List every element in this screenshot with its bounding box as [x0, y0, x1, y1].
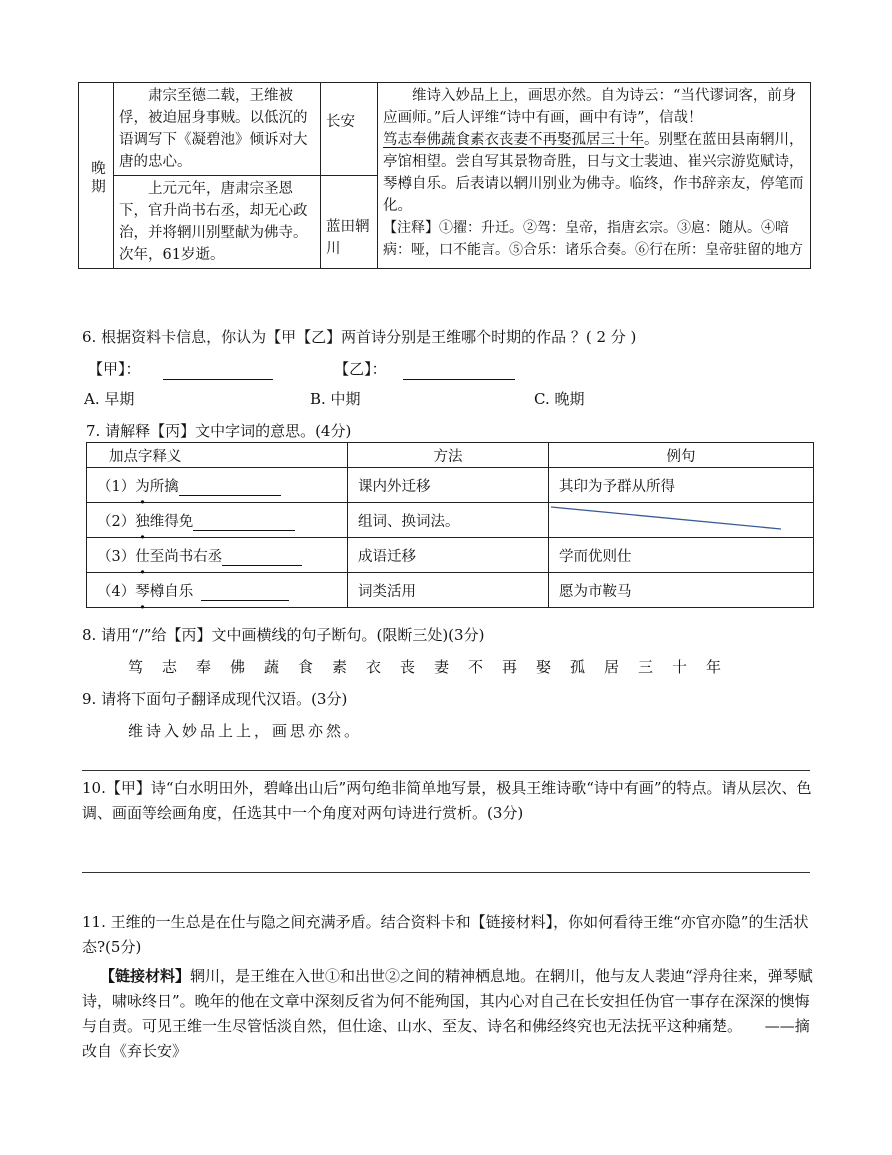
example-cell: 学而优则仕 — [549, 538, 814, 573]
dotted-char: 琴 — [135, 583, 150, 600]
answer-blank[interactable] — [201, 600, 289, 601]
option-a: A. 早期 — [84, 390, 135, 408]
method-cell: 课内外迁移 — [348, 468, 549, 503]
method-cell: 组词、换词法。 — [348, 503, 549, 538]
q8-sentence: 笃志奉佛蔬食素衣丧妻不再娶孤居三十年 — [128, 658, 741, 676]
period-cell: 晚期 — [79, 83, 114, 269]
answer-line[interactable] — [82, 770, 810, 771]
link-material-source: ——摘改自《弃长安》 — [82, 1017, 810, 1060]
diagonal-slash — [549, 503, 789, 537]
event-cell-1: 肃宗至德二载，王维被俘，被迫屈身事贼。以低沉的语调写下《凝碧池》倾诉对大唐的忠心。 — [114, 83, 321, 176]
answer-blank[interactable] — [193, 530, 295, 531]
text-cell — [378, 83, 811, 269]
example-cell: 愿为市鞍马 — [549, 573, 814, 608]
q9-prompt: 9. 请将下面句子翻译成现代汉语。(3分) — [82, 690, 348, 708]
q6-jia-label: 【甲】： — [88, 360, 141, 378]
q8-prompt: 8. 请用“/”给【丙】文中画横线的句子断句。(限断三处)(3分) — [82, 626, 485, 644]
example-cell: 其印为予群从所得 — [549, 468, 814, 503]
answer-blank[interactable] — [222, 565, 302, 566]
link-material — [82, 964, 814, 1064]
q6-options — [84, 388, 644, 410]
link-material-text: 辋川，是王维在入世①和出世②之间的精神栖息地。在辋川，他与友人裴迪“浮舟往来，弹琴赋诗，啸咏终日”。晚年的他在文章中深刻反省为何不能殉国，其内心对自己在长安担任伪官一事存在深深的懊悔与自责。可见王维一生尽管恬淡自然，但仕途、山水、至友、诗名和佛经终究也无法抚平这种痛楚。 — [82, 967, 813, 1035]
answer-blank[interactable] — [179, 495, 281, 496]
q7-row: （4）琴樽自乐 词类活用 愿为市鞍马 — [87, 573, 814, 608]
q7-row: （2）独维得免 组词、换词法。 — [87, 503, 814, 538]
place-cell-2: 蓝田辋川 — [321, 176, 378, 269]
q7-row: （3）仕至尚书右丞 成语迁移 学而优则仕 — [87, 538, 814, 573]
resource-card-table — [78, 82, 811, 269]
q7-header-example: 例句 — [549, 443, 814, 468]
q7-row: （1）为所擒 课内外迁移 其印为予群从所得 — [87, 468, 814, 503]
q10-prompt: 10.【甲】诗“白水明田外，碧峰出山后”两句绝非简单地写景，极具王维诗歌“诗中有画”的特点。请从层次、色调、画面等绘画角度，任选其中一个角度对两句诗进行赏析。(3分) — [82, 779, 812, 822]
example-cell — [549, 503, 814, 538]
q6-jia-blank[interactable] — [163, 379, 273, 380]
q7-prompt: 7. 请解释【丙】文中字词的意思。(4分) — [86, 422, 352, 440]
event-cell-2: 上元元年，唐肃宗圣恩下，官升尚书右丞，却无心政治，并将辋川别墅献为佛寺。次年，61岁逝。 — [114, 176, 321, 269]
link-material-label: 【链接材料】 — [100, 967, 191, 985]
q6-yi-label: 【乙】： — [334, 360, 387, 378]
q6-prompt: 6. 根据资料卡信息，你认为【甲【乙】两首诗分别是王维哪个时期的作品 ？( 2 分 ) — [82, 328, 637, 346]
answer-line[interactable] — [82, 872, 810, 873]
q7-header-method: 方法 — [348, 443, 549, 468]
dotted-char: 独 — [135, 513, 150, 530]
annotation-note: 【注释】①擢：升迁。②驾：皇帝，指唐玄宗。③扈：随从。④喑病：哑，口不能言。⑤合乐：诸乐合奏。⑥行在所：皇帝驻留的地方 — [383, 220, 803, 258]
q7-table — [86, 442, 814, 608]
text-b-underlined: 笃志奉佛蔬食素衣丧妻不再娶孤居三十年 — [383, 132, 644, 148]
q6-yi-blank[interactable] — [403, 379, 515, 380]
text-b-rest: 。别墅在蓝田县南辋川，亭馆相望。尝自写其景物奇胜，日与文士裴迪、崔兴宗游览赋诗，琴樽自乐。后表请以辋川别业为佛寺。临终，作书辞亲友，停笔而化。 — [383, 132, 804, 214]
method-cell: 成语迁移 — [348, 538, 549, 573]
text-a: 维诗入妙品上上，画思亦然。自为诗云：“当代谬词客，前身应画师。”后人评维“诗中有画，画中有诗”，信哉！ — [383, 88, 797, 126]
q6-answers — [88, 358, 515, 380]
q7-header-meaning: 加点字释义 — [87, 443, 348, 468]
q9-sentence: 维诗入妙品上上，画思亦然。 — [128, 722, 363, 740]
option-c: C. 晚期 — [534, 390, 585, 408]
method-cell: 词类活用 — [348, 573, 549, 608]
q11-prompt: 11. 王维的一生总是在仕与隐之间充满矛盾。结合资料卡和【链接材料】，你如何看待王维“亦官亦隐”的生活状态?(5分) — [82, 913, 809, 956]
dotted-char: 仕 — [135, 548, 150, 565]
option-b: B. 中期 — [310, 390, 361, 408]
dotted-char: 为 — [135, 478, 150, 495]
place-cell-1: 长安 — [321, 83, 378, 176]
